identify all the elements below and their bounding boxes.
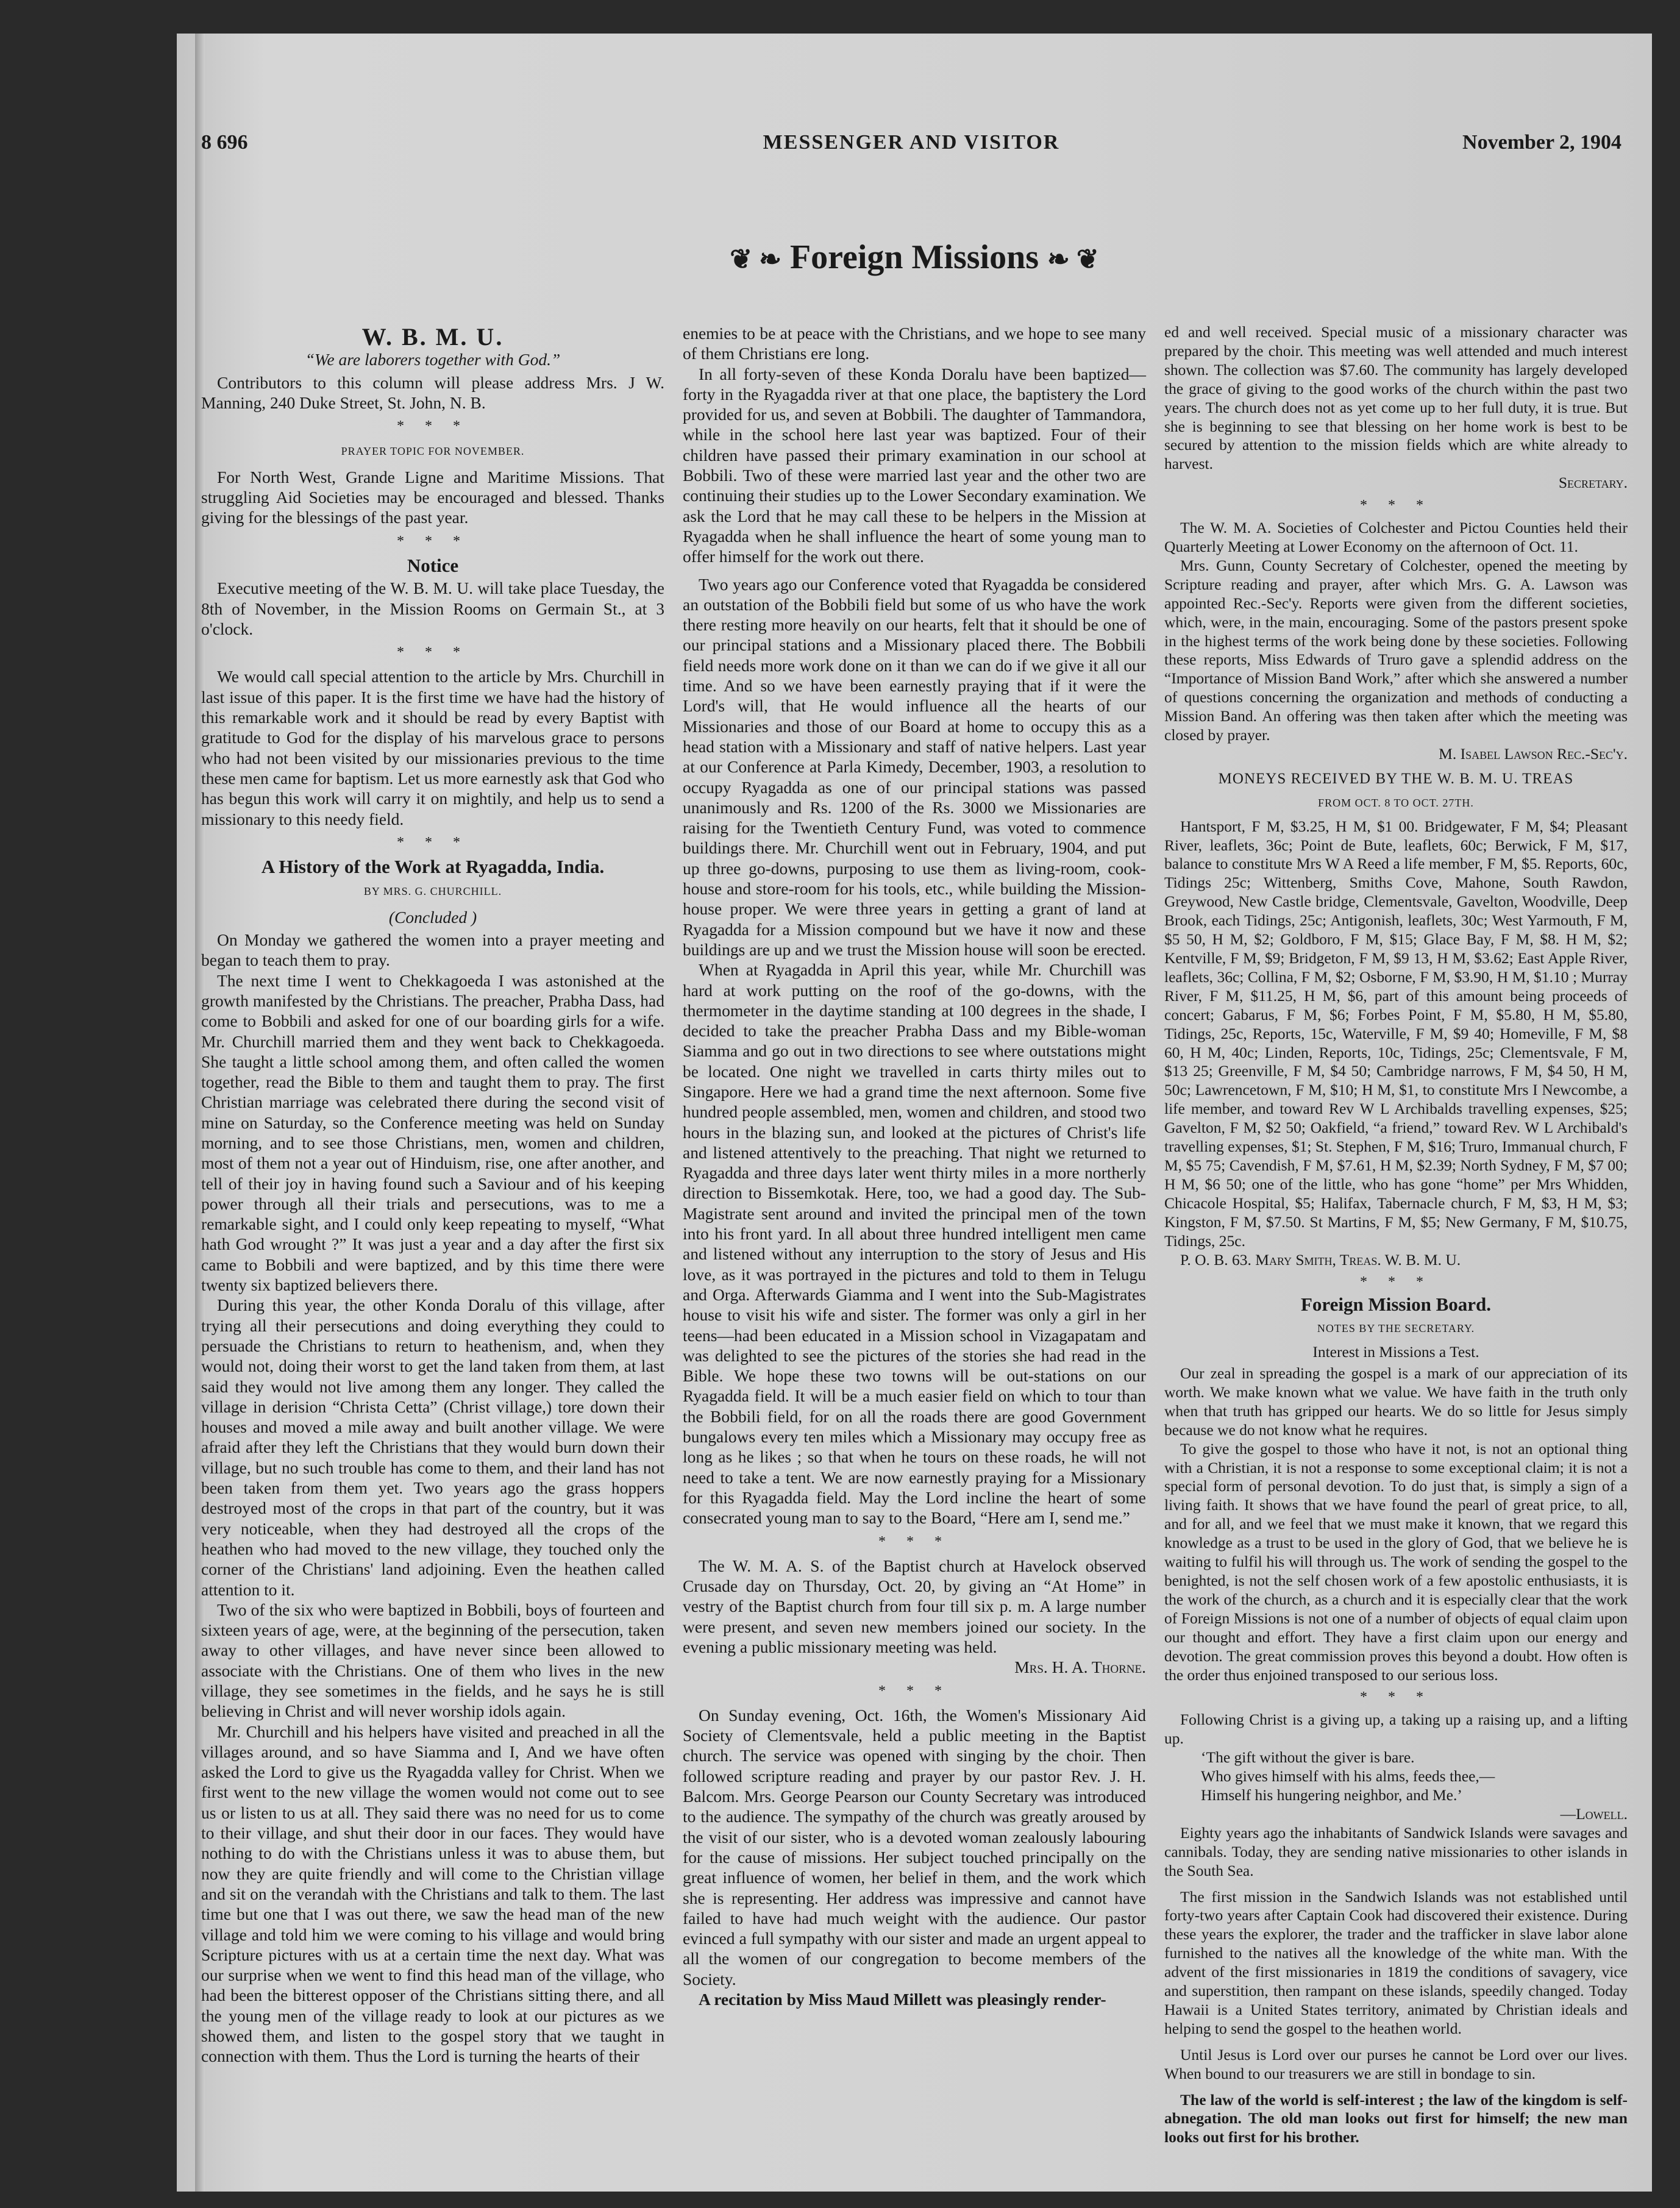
paragraph: Two years ago our Conference voted that Ryagadda be considered an outstation of the Bobbili field but some of us who have the work there resting more heavily on our hearts, felt that it should be one of our principal stations and a Missionary placed there. The Bobbili field needs more work done on it than we can do if we give it all our time. And so we have been earnestly praying that if it were the Lord's will, that He would influence all the hearts of our Missionaries and those of our Board at home to occupy this as a head station with a Missionary and staff of native helpers. Last year at our Conference at Parla Kimedy, December, 1903, a resolution to occupy Ryagadda as one of our principal stations was passed unanimously and Rs. 1200 of the Rs. 3000 we Missionaries are raising for the Twentieth Century Fund, was voted to commence buildings there. Mr. Churchill went out in February, 1904, and put up three go-downs, purposing to use them as living-room, cook-house and store-room for his tools, etc., while building the Mission-house proper. We were three years in getting a grant of land at Ryagadda for a Mission compound but we have it now and these buildings are up and we trust the Mission house will soon be erected. — [683, 574, 1146, 959]
column-3 — [1164, 323, 1628, 2147]
section-divider-stars: * * * — [878, 1533, 950, 1550]
paragraph: The law of the world is self-interest ; the law of the kingdom is self-abnegation. The old man looks out first for himself; the new man looks out first for his brother. — [1164, 2090, 1628, 2146]
section-divider-stars: * * * — [1360, 1274, 1432, 1291]
paragraph: A recitation by Miss Maud Millett was pleasingly render- — [699, 1990, 1106, 2009]
paragraph: Mrs. Gunn, County Secretary of Colchester, opened the meeting by Scripture reading and prayer, after which Mrs. G. A. Lawson was appointed Rec.-Sec'y. Reports were given from the different societies, which, were, in the main, encouraging. Some of the pastors present spoke in the highest terms of the work being done by these societies. Following these reports, Miss Edwards of Truro gave a splendid address on the “Importance of Mission Band Work,” after which she answered a number of questions concerning the organization and methods of conducting a Mission Band. An offering was then taken after which the meeting was closed by prayer. — [1164, 556, 1628, 744]
article-heading: A History of the Work at Ryagadda, India. — [261, 856, 605, 878]
issue-date: November 2, 1904 — [1462, 131, 1621, 154]
section-divider-stars: * * * — [397, 834, 469, 850]
page-number: 8 696 — [201, 131, 248, 154]
poem-attribution: —Lowell. — [1560, 1804, 1628, 1823]
paragraph: We would call special attention to the article by Mrs. Churchill in last issue of this paper. It is the first time we have had the history of this remarkable work and it should be read by every Baptist with gratitude to God for the display of his marvelous grace to persons who had not been visited by our missionaries previous to the time these men came for baptism. Let us more earnestly ask that God who has begun this work will carry it on mightily, and help us to send a missionary to this needy field. — [201, 667, 664, 828]
wbmu-motto: “We are laborers together with God.” — [305, 350, 561, 369]
section-title: Foreign Missions — [789, 238, 1039, 276]
paragraph: On Sunday evening, Oct. 16th, the Women's Missionary Aid Society of Clementsvale, held a public meeting in the Baptist church. The service was opened with singing by the choir. Then followed scripture reading and prayer by our pastor Rev. J. H. Balcom. Mrs. George Pearson our County Secretary was introduced to the audience. The sympathy of the church was greatly aroused by the visit of our sister, who is a devoted woman zealously labouring for the cause of missions. Her subject touched principally on the great influence of women, her belief in them, and the work which she is representing. Her address was impressive and cannot have failed to have had much weight with the audience. Our pastor evinced a full sympathy with our sister and made an urgent appeal to all the women of our congregation to become members of the Society. — [683, 1705, 1146, 1989]
paragraph: ed and well received. Special music of a missionary character was prepared by the choir. This meeting was well attended and much interest shown. The collection was $7.60. The community has largely developed the grace of giving to the good works of the church within the past two years. The church does not as yet come up to her full duty, it is true. But she is beginning to see that blessing on her home work is best to be secured by attention to the mission fields which are white already to harvest. — [1164, 323, 1628, 473]
poem-line: Himself his hungering neighbor, and Me.’ — [1201, 1786, 1462, 1804]
paragraph: enemies to be at peace with the Christians, and we hope to see many of them Christians ere long. — [683, 324, 1146, 363]
paragraph: For North West, Grande Ligne and Maritime Missions. That struggling Aid Societies may be encouraged and blessed. Thanks giving for the blessings of the past year. — [201, 467, 664, 527]
article-byline: BY MRS. G. CHURCHILL. — [363, 885, 502, 898]
signature: P. O. B. 63. Mary Smith, Treas. W. B. M. U. — [1180, 1250, 1461, 1269]
moneys-date-range: FROM OCT. 8 TO OCT. 27TH. — [1318, 796, 1474, 809]
paragraph: On Monday we gathered the women into a prayer meeting and began to teach them to pray. — [201, 930, 664, 970]
section-divider-stars: * * * — [1360, 1689, 1432, 1706]
paragraph: Eighty years ago the inhabitants of Sandwick Islands were savages and cannibals. Today, they are sending native missionaries to other islands in the South Sea. — [1164, 1823, 1628, 1879]
paragraph: Mr. Churchill and his helpers have visited and preached in all the villages around, and so have Siamma and I, And we have often asked the Lord to give us the Ryagadda valley for Christ. When we first went to the new village the women would not come out to see us or listen to us at all. They said there was no need for us to come to their village, and shut their door in our faces. They would have nothing to do with the Christians unless it was to abuse them, but now they are quite friendly and will come to the Christian village and sit on the verandah with the Christians and talk to them. The last time but one that I was out there, we saw the head man of the new village and told him we were coming to his village and would bring Scripture pictures with us at a certain time the next day. What was our surprise when we went to find this head man of the village, who had been the bitterest opposer of the Christians sitting there, and all the young men of the village ready to look at our pictures as we showed them, and listen to the gospel story that we taught in connection with them. Thus the Lord is turning the hearts of their — [201, 1722, 664, 2066]
paragraph: The W. M. A. S. of the Baptist church at Havelock observed Crusade day on Thursday, Oct. 20, by giving an “At Home” in vestry of the Baptist church from four till six p. m. A large number were present, and seven new members joined our society. In the evening a public missionary meeting was held. — [683, 1556, 1146, 1656]
section-divider-stars: * * * — [878, 1683, 950, 1699]
paragraph: In all forty-seven of these Konda Doralu have been baptized—forty in the Ryagadda river at that one place, the baptistery the Lord provided for us, and seven at Bobbili. The daughter of Tammandora, while in the school here last year was baptized. Four of their children have passed their primary examination in our school at Bobbili. Two of these were married last year and the other two are continuing their studies up to the Lower Secondary examination. We ask the Lord that he may call these to be helpers in the Mission at Ryagadda when he shall influence the heart of some young man to offer himself for the work out there. — [683, 364, 1146, 566]
wbmu-heading: W. B. M. U. — [361, 323, 504, 351]
paragraph: Two of the six who were baptized in Bobbili, boys of fourteen and sixteen years of age, were, at the beginning of the persecution, taken away to other villages, and have never since been allowed to associate with the Christians. One of them who lives in the new village, they see sometimes in the fields, and he says he is still believing in Christ and will never worship idols again. — [201, 1600, 664, 1721]
poem-line: Who gives himself with his alms, feeds thee,— — [1201, 1767, 1495, 1786]
column-1 — [201, 323, 664, 2067]
section-divider-stars: * * * — [1360, 497, 1432, 514]
section-divider-stars: * * * — [397, 418, 469, 435]
moneys-heading: MONEYS RECEIVED BY THE W. B. M. U. TREAS — [1218, 770, 1574, 787]
board-subheading: NOTES BY THE SECRETARY. — [1317, 1322, 1475, 1335]
paragraph: Until Jesus is Lord over our purses he cannot be Lord over our lives. When bound to our treasurers we are still in bondage to sin. — [1164, 2045, 1628, 2082]
newspaper-page — [177, 34, 1652, 2192]
page-header — [201, 131, 1621, 168]
prayer-topic-heading: PRAYER TOPIC FOR NOVEMBER. — [341, 445, 525, 458]
paragraph: The first mission in the Sandwich Islands was not established until forty-two years after Captain Cook had discovered their existence. During these years the explorer, the trader and the trafficker in slave labor alone furnished to the natives all the knowledge of the white man. With the advent of the first missionaries in 1819 the conditions of savagery, vice and superstition, then rampant on these islands, speedily changed. Today Hawaii is a United States territory, animated by Christian ideals and helping to send the gospel to the heathen world. — [1164, 1887, 1628, 2037]
paragraph: Our zeal in spreading the gospel is a mark of our appreciation of its worth. We make known what we value. We have faith in the truth only when that truth has gripped our hearts. We do so little for Jesus simply because we do not know what he requires. — [1164, 1364, 1628, 1439]
paragraph: To give the gospel to those who have it not, is not an optional thing with a Christian, it is not a response to some exceptional claim; it is not a special form of personal devotion. To do just that, is simply a sign of a living faith. It shows that we have found the pearl of great price, to all, and for all, and we feel that we must make it known, that we regard this knowledge as a trust to be used in the glory of God, that we believe he is waiting to fulfil his will through us. The work of sending the gospel to the benighted, is not the self chosen work of a few apostolic enthusiasts, it is the work of the church, as a church and it is especially clear that the work of Foreign Missions is not one of a number of objects of equal claim upon our thought and effort. They have a first claim upon our energy and devotion. The great commission proves this beyond a doubt. How often is the order thus enjoined transposed to our serious loss. — [1164, 1439, 1628, 1684]
board-topic: Interest in Missions a Test. — [1312, 1343, 1479, 1361]
notice-heading: Notice — [407, 554, 459, 576]
paragraph: Following Christ is a giving up, a taking up a raising up, and a lifting up. — [1164, 1711, 1628, 1748]
paragraph: During this year, the other Konda Doralu of this village, after trying all their persecutions and doing everything they could to persuade the Christians to return to heathenism, and, when they would not, doing their worst to get the land taken from them, at last said they would not live among them any longer. They called the village in derision “Christa Cetta” (Christ village,) tore down their houses and moved a mile away and built another village. We were afraid after they left the Christians that they would burn down their village, but no such trouble has come to them, and their land has not been taken from them yet. Two years ago the grass hoppers destroyed most of the crops in that part of the country, but it was very noticeable, when they had destroyed all the crops of the heathen who had moved to the new village, they touched only the corner of the Christians' land adjoining. Even the heathen called attention to it. — [201, 1295, 664, 1599]
signature: Secretary. — [1558, 474, 1628, 492]
signature: M. Isabel Lawson Rec.-Sec'y. — [1439, 744, 1628, 763]
article-concluded-note: (Concluded ) — [388, 907, 477, 927]
signature: Mrs. H. A. Thorne. — [1014, 1658, 1146, 1677]
fleuron-ornament-icon: ❦ ❧ — [730, 244, 781, 274]
paragraph: The W. M. A. Societies of Colchester and Pictou Counties held their Quarterly Meeting at Lower Economy on the afternoon of Oct. 11. — [1164, 519, 1628, 555]
paragraph: When at Ryagadda in April this year, while Mr. Churchill was hard at work putting on the roof of the go-downs, with the thermometer in the daytime standing at 100 degrees in the shade, I decided to take the preacher Prabha Dass and my Bible-woman Siamma and go out in two directions to see where outstations might be located. One night we travelled in carts thirty miles out to Singapore. Here we had a grand time the next afternoon. Some five hundred people assembled, men, women and children, and stood two hours in the blazing sun, and looked at the pictures of Christ's life and listened attentively to the preaching. That night we returned to Ryagadda and three days later went thirty miles in a more northerly direction to Bissemkotak. Here, too, we had a good day. The Sub-Magistrate sent around and invited the principal men of the town into his front yard. In all about three hundred intelligent men came and listened without any interruption to the story of Jesus and His love, as it was portrayed in the pictures and told to them in Telugu and Orga. Afterwards Giamma and I went into the Sub-Magistrates house to visit his wife and sister. The former was only a girl in her teens—had been educated in a Mission school in Vizagapatam and was delighted to see the pictures of the stories she had read in the Bible. We hope these two towns will be out-stations on our Ryagadda field. It will be a much easier field on which to tour than the Bobbili field, for on all the roads there are good Government bungalows every ten miles which a Missionary may occupy free as long as he likes ; so that when he tours on these roads, he will not need to take a tent. We are now earnestly praying for a Missionary for this Ryagadda field. May the Lord incline the heart of some consecrated young man to say to the Board, “Here am I, send me.” — [683, 960, 1146, 1528]
section-banner — [177, 238, 1652, 277]
section-divider-stars: * * * — [397, 533, 469, 549]
paragraph: Contributors to this column will please address Mrs. J W. Manning, 240 Duke Street, St. John, N. B. — [201, 372, 664, 412]
column-2 — [683, 323, 1146, 2009]
newspaper-title: MESSENGER AND VISITOR — [763, 131, 1060, 154]
fleuron-ornament-icon: ❧ ❦ — [1047, 244, 1099, 274]
section-divider-stars: * * * — [397, 644, 469, 661]
paragraph: Executive meeting of the W. B. M. U. will take place Tuesday, the 8th of November, in the Mission Rooms on Germain St., at 3 o'clock. — [201, 579, 664, 638]
paragraph: The next time I went to Chekkagoeda I was astonished at the growth manifested by the Christians. The preacher, Prabha Dass, had come to Bobbili and asked for one of our boarding girls for a wife. Mr. Churchill married them and they went back to Chekkagoeda. She taught a little school among them, and often called the women together, read the Bible to them and taught them to pray. The first Christian marriage was celebrated there during the second visit of mine on Saturday, so the Conference meeting was held on Sunday morning, and to see those Christians, men, women and children, most of them not a year out of Hinduism, rise, one after another, and tell of their joy in having found such a Saviour and of his keeping power through all their trials and persecutions, was to me a remarkable sight, and I could only keep repeating to myself, “What hath God wrought ?” It was just a year and a day after the first six came to Bobbili and were baptized, and by this time there were twenty six baptized believers there. — [201, 970, 664, 1295]
poem-line: ‘The gift without the giver is bare. — [1201, 1748, 1415, 1767]
paragraph: Hantsport, F M, $3.25, H M, $1 00. Bridgewater, F M, $4; Pleasant River, leaflets, 36c; Point de Bute, leaflets, 60c; Berwick, F M, $17, balance to constitute Mrs W A Reed a life member, F M, $5. Reports, 60c, Tidings 25c; Wittenberg, Smiths Cove, Mahone, South Rawdon, Greywood, New Castle bridge, Clementsvale, Gavelton, Woodville, Deep Brook, each Tidings, 25c; Antigonish, leaflets, 30c; West Yarmouth, F M, $5 50, H M, $2; Goldboro, F M, $15; Glace Bay, F M, $8. H M, $2; Kentville, F M, $9; Bridgeton, F M, $9 13, H M, $3.62; East Apple River, leaflets, 36c; Collina, F M, $2; Osborne, F M, $3.90, H M, $1.10 ; Murray River, F M, $11.25, H M, $6, part of this amount being proceeds of concert; Gabarus, F M, $6; Forbes Point, F M, $5.80, H M, $5.80, Tidings, 25c, Reports, 15c, Waterville, F M, $9 40; Homeville, F M, $8 60, H M, 40c; Linden, Reports, 10c, Tidings, 25c; Clementsvale, F M, $13 25; Greenville, F M, $4 50; Cambridge narrows, F M, $4 50, H M, 50c; Lawrencetown, F M, $10; H M, $1, to constitute Mrs I Newcombe, a life member, and toward Rev W L Archibalds travelling expenses, $25; Gavelton, F M, $2 50; Oakfield, “a friend,” toward Rev. W L Archibald's travelling expenses, $1; St. Stephen, F M, $16; Truro, Immanual church, F M, $5 75; Cavendish, F M, $7.61, H M, $2.39; North Sydney, F M, $7 00; H M, $6 50; one of the little, who has gone “home” per Mrs Whidden, Chicacole Hospital, $5; Halifax, Tabernacle church, F M, $3, H M, $3; Kingston, F M, $7.50. St Martins, F M, $5; New Germany, F M, $10.75, Tidings, 25c. — [1164, 817, 1628, 1250]
board-heading: Foreign Mission Board. — [1300, 1294, 1492, 1316]
